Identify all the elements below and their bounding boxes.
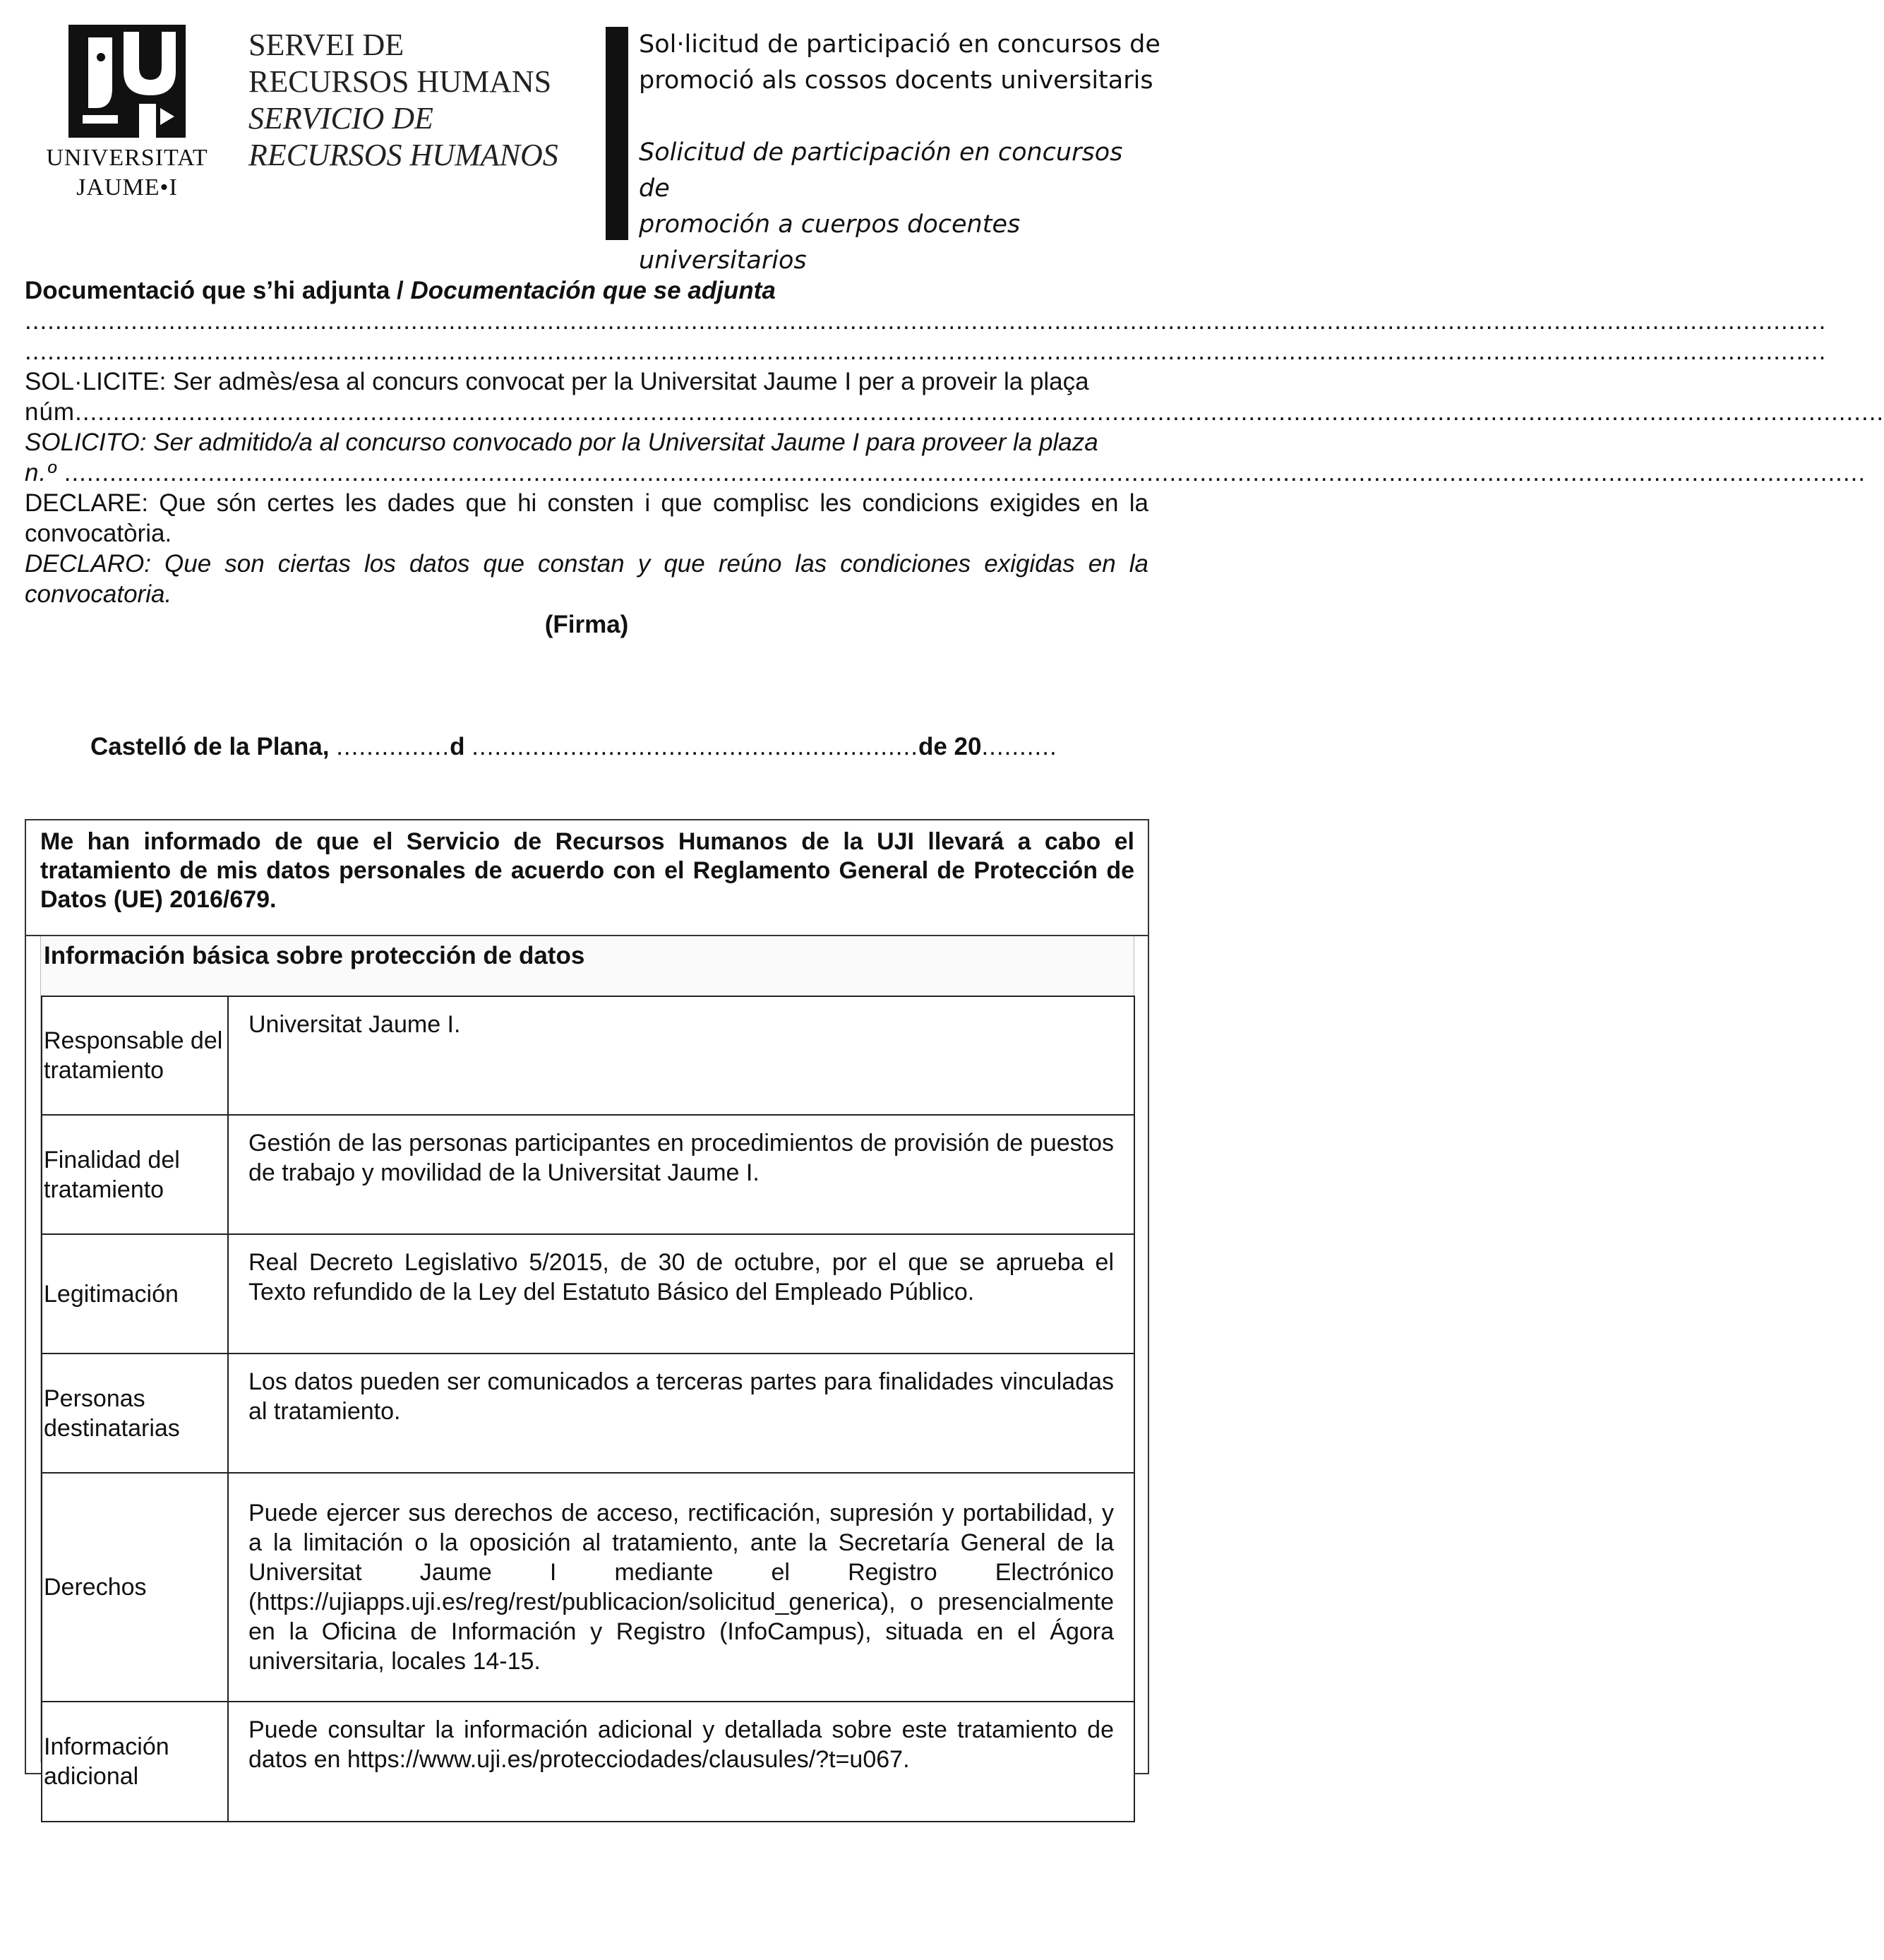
service-name — [248, 27, 558, 174]
row-value: Puede ejercer sus derechos de acceso, rectificación, supresión y portabilidad, y a la limitación o la oposición al tratamiento, ante la Secretaría General de la Universitat Jaume I mediante el Registro Electrónico (https://ujiapps.uji.es/reg/rest/publicacion/solicitud_generica), o presencialmente en la Oficina de Información y Registro (InfoCampus), situada en el Ágora universitaria, locales 14-15. — [228, 1473, 1134, 1702]
declaro-es: DECLARO: Que son ciertas los datos que constan y que reúno las condiciones exigidas en la convocatoria. — [25, 550, 1148, 608]
solicite-ca: SOL·LICITE: Ser admès/esa al concurs convocat per la Universitat Jaume I per a proveir la plaça — [25, 368, 1089, 395]
documentation-heading-ca: Documentació que s’hi adjunta / — [25, 277, 411, 304]
table-row — [42, 996, 1134, 1115]
signature-label: (Firma) — [544, 611, 629, 638]
logo-text-jaume: JAUME•I — [76, 174, 178, 201]
documentation-heading — [25, 275, 1148, 306]
data-protection-box — [25, 819, 1149, 1790]
table-row — [42, 1473, 1134, 1702]
row-label: Derechos — [42, 1473, 228, 1702]
plaza-number-field-es[interactable] — [25, 458, 1866, 488]
service-ca-line1: SERVEI DE — [248, 28, 404, 62]
row-value: Real Decreto Legislativo 5/2015, de 30 de octubre, por el que se aprueba el Texto refundido de la Ley del Estatuto Básico del Empleado Público. — [228, 1234, 1134, 1354]
day-field[interactable]: ............... — [336, 733, 450, 760]
year-field[interactable]: .......... — [981, 733, 1057, 760]
title-es-line1: Solicitud de participación en concursos de — [639, 138, 1123, 203]
row-value: Los datos pueden ser comunicados a terceras partes para finalidades vinculadas al tratamiento. — [228, 1354, 1134, 1473]
title-ca-line2: promoció als cossos docents universitaris — [639, 66, 1153, 95]
date-place: Castelló de la Plana, — [90, 733, 330, 760]
table-row — [42, 1234, 1134, 1354]
documentation-heading-es: Documentación que se adjunta — [410, 277, 776, 304]
plaza-number-field-ca[interactable] — [25, 397, 1884, 427]
data-protection-info — [40, 936, 1134, 1790]
service-es-line2: RECURSOS HUMANOS — [248, 138, 558, 172]
num-label-ca: núm. — [25, 398, 83, 426]
service-ca-line2: RECURSOS HUMANS — [248, 64, 552, 99]
table-row — [42, 1702, 1134, 1822]
documentation-field-line2[interactable]: .............................................................................................................................................................................................................................................. — [25, 337, 1827, 365]
solicito-es: SOLICITO: Ser admitido/a al concurso convocado por la Universitat Jaume I para proveer la plaza — [25, 429, 1098, 456]
row-value: Gestión de las personas participantes en procedimientos de provisión de puestos de trabajo y movilidad de la Universitat Jaume I. — [228, 1115, 1134, 1234]
service-es-line1: SERVICIO DE — [248, 101, 433, 136]
date-line — [90, 733, 1057, 761]
form-body — [25, 275, 1884, 640]
uji-emblem-icon — [68, 25, 186, 138]
num-label-es: n.º — [25, 459, 56, 486]
form-title — [639, 27, 1161, 279]
plaza-dots-ca: .............................................................................................................................................................................................................................................. — [82, 398, 1884, 426]
row-value: Universitat Jaume I. — [228, 996, 1134, 1115]
date-de: de 20 — [918, 733, 982, 760]
documentation-field-line1[interactable]: .............................................................................................................................................................................................................................................. — [25, 307, 1827, 335]
document-header — [0, 0, 1174, 275]
data-protection-table — [41, 996, 1135, 1822]
data-protection-heading: Información básica sobre protección de datos — [44, 942, 585, 969]
table-row — [42, 1354, 1134, 1473]
header-divider-bar — [606, 27, 628, 240]
university-logo — [42, 25, 212, 201]
row-label: Responsable del tratamiento — [42, 996, 228, 1115]
row-label: Finalidad del tratamiento — [42, 1115, 228, 1234]
row-value: Puede consultar la información adicional y detallada sobre este tratamiento de datos en https://www.uji.es/protecciodades/clausules/?t=u067. — [228, 1702, 1134, 1822]
month-field[interactable]: ........................................................... — [472, 733, 918, 760]
table-row — [42, 1115, 1134, 1234]
row-label: Legitimación — [42, 1234, 228, 1354]
title-es-line2: promoción a cuerpos docentes universitarios — [639, 210, 1021, 275]
logo-text-universitat: UNIVERSITAT — [46, 145, 208, 171]
row-label: Información adicional — [42, 1702, 228, 1822]
data-protection-intro: Me han informado de que el Servicio de Recursos Humanos de la UJI llevará a cabo el tratamiento de mis datos personales de acuerdo con el Reglamento General de Protección de Datos (UE) 2016/679. — [40, 828, 1134, 913]
declare-ca: DECLARE: Que són certes les dades que hi consten i que complisc les condicions exigides en la convocatòria. — [25, 489, 1148, 547]
row-label: Personas destinatarias — [42, 1354, 228, 1473]
title-ca-line1: Sol·licitud de participació en concursos de — [639, 30, 1160, 59]
plaza-dots-es: .............................................................................................................................................................................................................................................. — [64, 459, 1866, 486]
date-d: d — [450, 733, 465, 760]
